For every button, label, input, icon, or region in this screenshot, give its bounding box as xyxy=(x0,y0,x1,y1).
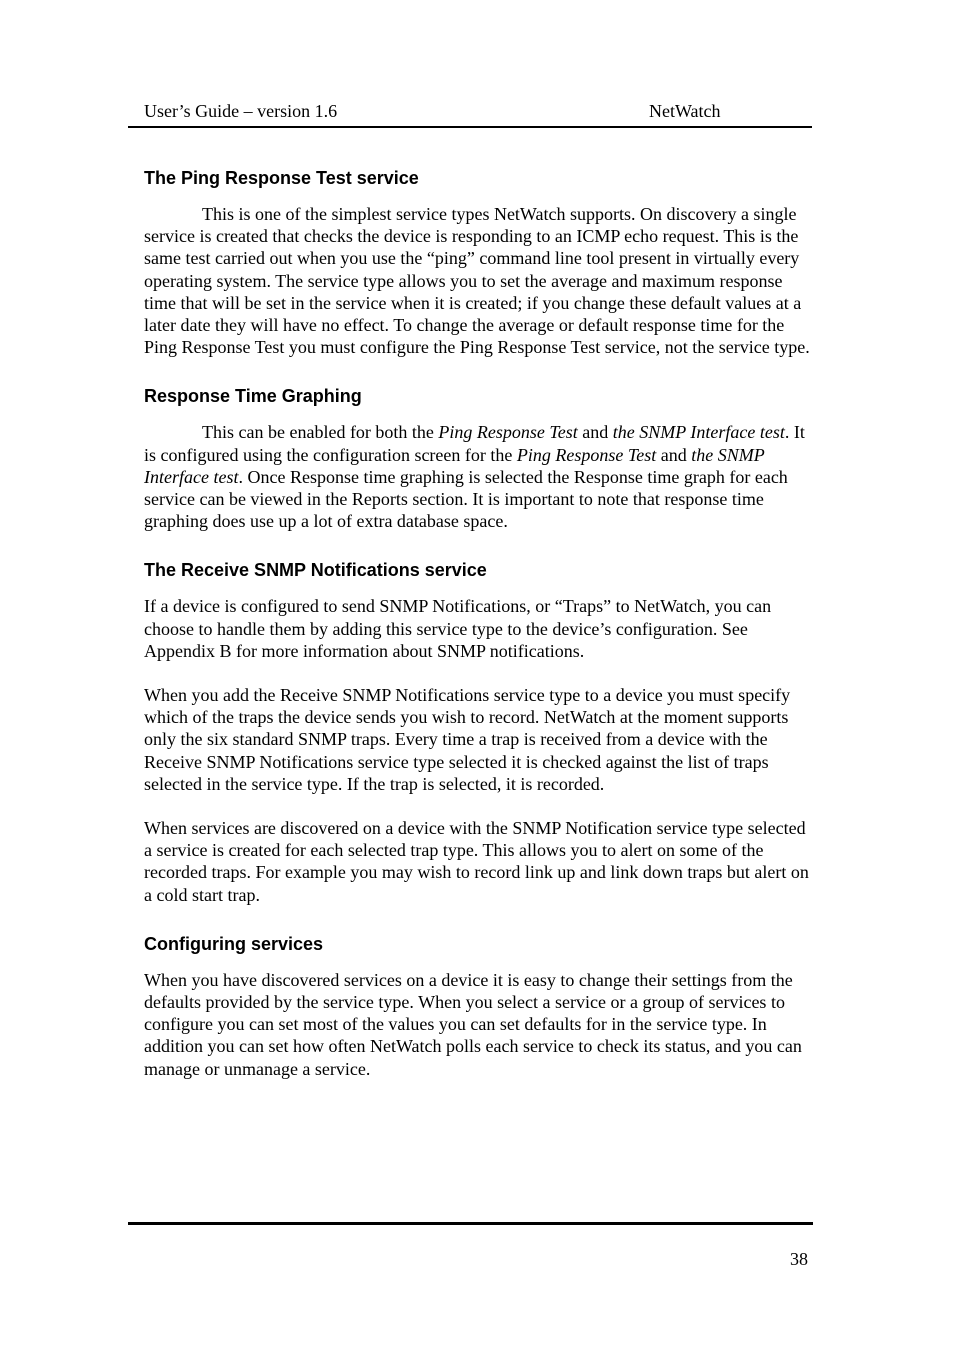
section-heading-response-time-graphing: Response Time Graphing xyxy=(144,386,362,407)
footer-rule xyxy=(128,1222,813,1225)
body-paragraph xyxy=(144,969,812,1080)
text-run: When you add the Receive SNMP Notifications service type to a device you must specify which of the traps the device sends you wish to record. NetWatch at the moment supports only the six standard SNMP traps. Every time a trap is received from a device with the Receive SNMP Notifications service type selected it is checked against the list of traps selected in the service type. If the trap is selected, it is recorded. xyxy=(144,685,791,794)
text-run: . It is configured using the configuration screen for the xyxy=(144,422,805,465)
text-run: and xyxy=(656,444,692,465)
text-run: and xyxy=(577,422,613,443)
italic-term: the SNMP Interface test xyxy=(612,422,785,443)
section-heading-ping-response-test: The Ping Response Test service xyxy=(144,168,419,188)
section-heading-configuring-services: Configuring services xyxy=(144,933,324,954)
page-number: 38 xyxy=(790,1249,808,1269)
body-paragraph xyxy=(144,203,812,358)
text-run: If a device is configured to send SNMP Notifications, or “Traps” to NetWatch, you can choose to handle them by adding this service type to the device’s configuration. See Appendix B for more information about SNMP notifications. xyxy=(144,596,772,661)
body-paragraph xyxy=(144,421,812,532)
body-paragraph xyxy=(144,817,812,906)
page-body xyxy=(144,166,812,1080)
body-paragraph xyxy=(144,684,812,795)
italic-term: Ping Response Test xyxy=(516,444,657,465)
text-run: When you have discovered services on a device it is easy to change their settings from the defaults provided by the service type. When you select a service or a group of services to configure you can set most of the values you can set defaults for in the service type. In addition you can set how often NetWatch polls each service to check its status, and you can manage or unmanage a service. xyxy=(144,969,802,1079)
text-run: When services are discovered on a device with the SNMP Notification service type selected a service is created for each selected trap type. This allows you to alert on some of the recorded traps. For example you may wish to record link up and link down traps but alert on a cold start trap. xyxy=(144,818,809,905)
italic-term: Ping Response Test xyxy=(438,422,578,443)
text-run: This is one of the simplest service types NetWatch supports. On discovery a single service is created that checks the device is responding to an ICMP echo request. This is the same test carried out when you use the “ping” command line tool present in virtually every operating system. The service type allows you to set the average and maximum response time that will be set in the service when it is created; if you change these default values at a later date they will have no effect. To change the average or default response time for the Ping Response Test you must configure the Ping Response Test service, not the service type. xyxy=(144,204,810,358)
text-run: This can be enabled for both the xyxy=(202,422,439,443)
header-guide-version: User’s Guide – version 1.6 xyxy=(144,101,338,121)
text-run: . Once Response time graphing is selected the Response time graph for each service can be viewed in the Reports section. It is important to note that response time graphing does use up a lot of extra database space. xyxy=(144,466,788,532)
header-product-name: NetWatch xyxy=(649,101,721,121)
body-paragraph xyxy=(144,595,812,662)
italic-term: the SNMP Interface test xyxy=(144,444,765,487)
running-header xyxy=(128,98,812,128)
section-heading-receive-snmp-notifications: The Receive SNMP Notifications service xyxy=(144,560,487,581)
